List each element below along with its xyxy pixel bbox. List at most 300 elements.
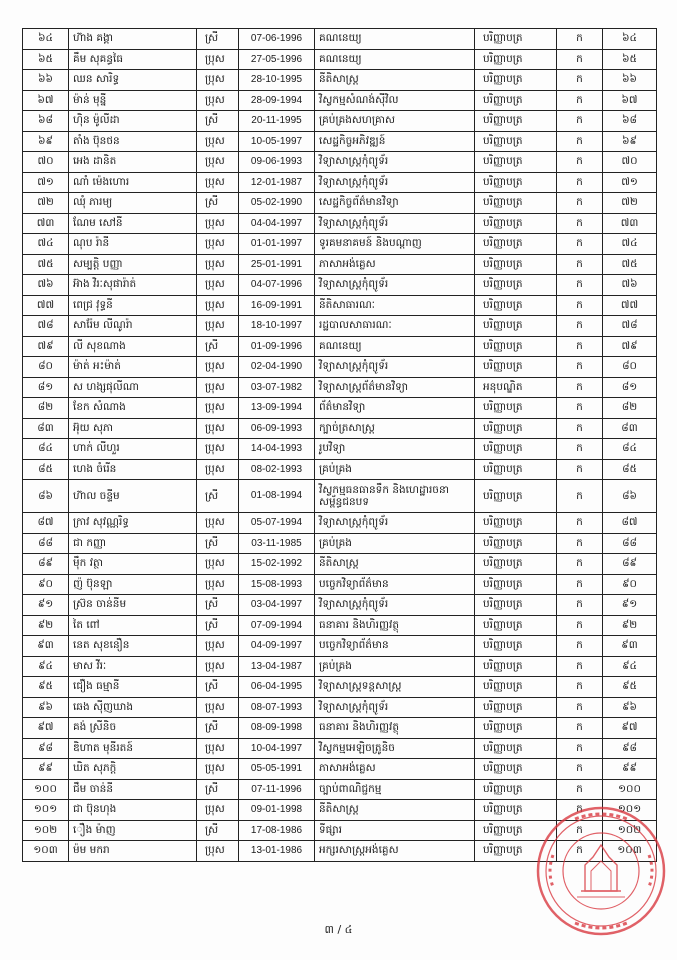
degree-level-cell: បរិញ្ញាបត្រ	[475, 820, 557, 841]
degree-level-cell: បរិញ្ញាបត្រ	[475, 636, 557, 657]
date-of-birth-cell: 08-02-1993	[239, 459, 315, 480]
date-of-birth-cell: 15-08-1993	[239, 574, 315, 595]
table-row	[23, 316, 657, 337]
date-of-birth-cell: 06-09-1993	[239, 418, 315, 439]
major-cell: ភាសាអង់គ្លេស	[315, 759, 475, 780]
major-cell: នីតិសាធារណៈ	[315, 295, 475, 316]
candidate-name-cell: ណែម សៅនី	[69, 213, 197, 234]
table-row	[23, 111, 657, 132]
date-of-birth-cell: 01-01-1997	[239, 234, 315, 255]
gender-cell: ប្រុស	[197, 254, 239, 275]
gender-cell: ស្រី	[197, 820, 239, 841]
table-row	[23, 29, 657, 50]
candidate-name-cell: អ៊ាង វិរៈសុផារ៉ាត់	[69, 275, 197, 296]
grade-cell: ក	[557, 213, 603, 234]
degree-level-cell: បរិញ្ញាបត្រ	[475, 615, 557, 636]
candidate-name-cell: អ៊ុយ សុភា	[69, 418, 197, 439]
row-number-cell: ៩៤	[23, 656, 69, 677]
degree-level-cell: បរិញ្ញាបត្រ	[475, 213, 557, 234]
rank-cell: ៦៦	[603, 70, 657, 91]
major-cell: ទូរគមនាគមន៍ និងបណ្តាញ	[315, 234, 475, 255]
table-row	[23, 595, 657, 616]
grade-cell: ក	[557, 513, 603, 534]
candidate-name-cell: ហ៊ិន ម៉ូលីដា	[69, 111, 197, 132]
table-row	[23, 513, 657, 534]
row-number-cell: ៨៦	[23, 480, 69, 513]
degree-level-cell: បរិញ្ញាបត្រ	[475, 275, 557, 296]
degree-level-cell: បរិញ្ញាបត្រ	[475, 841, 557, 862]
major-cell: វិទ្យាសាស្ត្រកុំព្យូទ័រ	[315, 172, 475, 193]
major-cell: ទីផ្សារ	[315, 820, 475, 841]
table-row	[23, 615, 657, 636]
major-cell: នីតិសាស្ត្រ	[315, 554, 475, 575]
date-of-birth-cell: 13-09-1994	[239, 398, 315, 419]
grade-cell: ក	[557, 677, 603, 698]
gender-cell: ប្រុស	[197, 316, 239, 337]
candidate-name-cell: អេង ដានិត	[69, 152, 197, 173]
row-number-cell: ១០១	[23, 800, 69, 821]
degree-level-cell: បរិញ្ញាបត្រ	[475, 480, 557, 513]
degree-level-cell: បរិញ្ញាបត្រ	[475, 697, 557, 718]
row-number-cell: ៩៨	[23, 738, 69, 759]
row-number-cell: ៩៦	[23, 697, 69, 718]
gender-cell: ប្រុស	[197, 759, 239, 780]
table-row	[23, 336, 657, 357]
major-cell: ធនាគារ និងហិរញ្ញវត្ថុ	[315, 718, 475, 739]
date-of-birth-cell: 09-01-1998	[239, 800, 315, 821]
gender-cell: ប្រុស	[197, 275, 239, 296]
major-cell: នីតិសាស្ត្រ	[315, 70, 475, 91]
rank-cell: ៧៦	[603, 275, 657, 296]
row-number-cell: ៨៣	[23, 418, 69, 439]
rank-cell: ៧០	[603, 152, 657, 173]
rank-cell: ៧៨	[603, 316, 657, 337]
row-number-cell: ៩២	[23, 615, 69, 636]
grade-cell: ក	[557, 275, 603, 296]
candidate-name-cell: ហាក់ លីហួរ	[69, 439, 197, 460]
row-number-cell: ៩៩	[23, 759, 69, 780]
degree-level-cell: បរិញ្ញាបត្រ	[475, 800, 557, 821]
grade-cell: ក	[557, 841, 603, 862]
grade-cell: ក	[557, 377, 603, 398]
major-cell: បច្ចេកវិទ្យាព័ត៌មាន	[315, 636, 475, 657]
candidate-name-cell: ម៉ាន់ មុន្នី	[69, 90, 197, 111]
degree-level-cell: បរិញ្ញាបត្រ	[475, 677, 557, 698]
rank-cell: ៩០	[603, 574, 657, 595]
rank-cell: ៧១	[603, 172, 657, 193]
gender-cell: ប្រុស	[197, 439, 239, 460]
table-row	[23, 759, 657, 780]
grade-cell: ក	[557, 316, 603, 337]
candidate-name-cell: ម៉ាត់ អះម៉ាត់	[69, 357, 197, 378]
row-number-cell: ៧២	[23, 193, 69, 214]
date-of-birth-cell: 04-09-1997	[239, 636, 315, 657]
major-cell: វិទ្យាសាស្ត្រកុំព្យូទ័រ	[315, 152, 475, 173]
gender-cell: ប្រុស	[197, 152, 239, 173]
rank-cell: ៨៥	[603, 459, 657, 480]
candidate-name-cell: ឆេង ស៊ីញឃាង	[69, 697, 197, 718]
grade-cell: ក	[557, 90, 603, 111]
rank-cell: ៦៩	[603, 131, 657, 152]
date-of-birth-cell: 18-10-1997	[239, 316, 315, 337]
table-row	[23, 738, 657, 759]
rank-cell: ៩៧	[603, 718, 657, 739]
grade-cell: ក	[557, 459, 603, 480]
date-of-birth-cell: 13-04-1987	[239, 656, 315, 677]
date-of-birth-cell: 08-09-1998	[239, 718, 315, 739]
major-cell: វិស្វកម្មសំណង់ស៊ីវិល	[315, 90, 475, 111]
table-row	[23, 677, 657, 698]
major-cell: ភាសាអង់គ្លេស	[315, 254, 475, 275]
gender-cell: ស្រី	[197, 336, 239, 357]
candidate-name-cell: សម្បត្តិ បញ្ញា	[69, 254, 197, 275]
row-number-cell: ៩៥	[23, 677, 69, 698]
degree-level-cell: បរិញ្ញាបត្រ	[475, 131, 557, 152]
gender-cell: ប្រុស	[197, 800, 239, 821]
major-cell: គណនេយ្យ	[315, 29, 475, 50]
date-of-birth-cell: 10-05-1997	[239, 131, 315, 152]
table-row	[23, 152, 657, 173]
rank-cell: ៨៣	[603, 418, 657, 439]
row-number-cell: ៧៥	[23, 254, 69, 275]
rank-cell: ៨២	[603, 398, 657, 419]
major-cell: រដ្ឋបាលសាធារណៈ	[315, 316, 475, 337]
row-number-cell: ៦៦	[23, 70, 69, 91]
degree-level-cell: បរិញ្ញាបត្រ	[475, 295, 557, 316]
degree-level-cell: បរិញ្ញាបត្រ	[475, 29, 557, 50]
table-row	[23, 49, 657, 70]
rank-cell: ១០០	[603, 779, 657, 800]
row-number-cell: ៩១	[23, 595, 69, 616]
date-of-birth-cell: 20-11-1995	[239, 111, 315, 132]
candidate-name-cell: គឹម សុគន្ធធៃ	[69, 49, 197, 70]
major-cell: បច្ចេកវិទ្យាព័ត៌មាន	[315, 574, 475, 595]
date-of-birth-cell: 07-06-1996	[239, 29, 315, 50]
major-cell: គ្រប់គ្រង	[315, 459, 475, 480]
degree-level-cell: បរិញ្ញាបត្រ	[475, 459, 557, 480]
major-cell: វិស្វកម្មធនធានទឹក និងហេដ្ឋារចនាសម្ព័ន្ធជនបទ	[315, 480, 475, 513]
table-row	[23, 554, 657, 575]
date-of-birth-cell: 16-09-1991	[239, 295, 315, 316]
table-row	[23, 213, 657, 234]
table-row	[23, 800, 657, 821]
table-row	[23, 377, 657, 398]
date-of-birth-cell: 01-08-1994	[239, 480, 315, 513]
major-cell: ច្បាប់ពាណិជ្ជកម្ម	[315, 779, 475, 800]
table-row	[23, 418, 657, 439]
grade-cell: ក	[557, 656, 603, 677]
major-cell: វិទ្យាសាស្ត្រព័ត៌មានវិទ្យា	[315, 377, 475, 398]
row-number-cell: ៧១	[23, 172, 69, 193]
candidate-name-cell: ជឹម ចាន់នី	[69, 779, 197, 800]
degree-level-cell: បរិញ្ញាបត្រ	[475, 172, 557, 193]
rank-cell: ៨៧	[603, 513, 657, 534]
major-cell: សេដ្ឋកិច្ចអភិវឌ្ឍន៍	[315, 131, 475, 152]
date-of-birth-cell: 05-02-1990	[239, 193, 315, 214]
gender-cell: ប្រុស	[197, 295, 239, 316]
grade-cell: ក	[557, 439, 603, 460]
candidate-name-cell: ស ហង្សផុលីណា	[69, 377, 197, 398]
date-of-birth-cell: 12-01-1987	[239, 172, 315, 193]
row-number-cell: ៧៩	[23, 336, 69, 357]
date-of-birth-cell: 27-05-1996	[239, 49, 315, 70]
table-row	[23, 275, 657, 296]
rank-cell: ៧៣	[603, 213, 657, 234]
table-row	[23, 533, 657, 554]
grade-cell: ក	[557, 70, 603, 91]
candidate-name-cell: គង់ ស្រីនិច	[69, 718, 197, 739]
table-row	[23, 636, 657, 657]
major-cell: វិទ្យាសាស្ត្រកុំព្យូទ័រ	[315, 213, 475, 234]
row-number-cell: ១០៣	[23, 841, 69, 862]
grade-cell: ក	[557, 49, 603, 70]
gender-cell: ប្រុស	[197, 357, 239, 378]
table-row	[23, 131, 657, 152]
table-row	[23, 439, 657, 460]
row-number-cell: ៨៧	[23, 513, 69, 534]
grade-cell: ក	[557, 418, 603, 439]
rank-cell: ១០២	[603, 820, 657, 841]
row-number-cell: ៩៧	[23, 718, 69, 739]
gender-cell: ស្រី	[197, 480, 239, 513]
gender-cell: ប្រុស	[197, 841, 239, 862]
degree-level-cell: បរិញ្ញាបត្រ	[475, 357, 557, 378]
rank-cell: ៨៤	[603, 439, 657, 460]
degree-level-cell: បរិញ្ញាបត្រ	[475, 418, 557, 439]
candidate-table	[22, 28, 657, 862]
row-number-cell: ៧៣	[23, 213, 69, 234]
grade-cell: ក	[557, 254, 603, 275]
candidate-name-cell: ខែក សំណាង	[69, 398, 197, 419]
rank-cell: ៩៣	[603, 636, 657, 657]
rank-cell: ១០១	[603, 800, 657, 821]
grade-cell: ក	[557, 29, 603, 50]
grade-cell: ក	[557, 759, 603, 780]
row-number-cell: ៧៧	[23, 295, 69, 316]
degree-level-cell: បរិញ្ញាបត្រ	[475, 49, 557, 70]
gender-cell: ប្រុស	[197, 90, 239, 111]
candidate-name-cell: តៃ ពៅ	[69, 615, 197, 636]
gender-cell: ប្រុស	[197, 697, 239, 718]
gender-cell: ប្រុស	[197, 656, 239, 677]
major-cell: គ្រប់គ្រង	[315, 656, 475, 677]
date-of-birth-cell: 08-07-1993	[239, 697, 315, 718]
row-number-cell: ៦៩	[23, 131, 69, 152]
degree-level-cell: បរិញ្ញាបត្រ	[475, 779, 557, 800]
table-row	[23, 234, 657, 255]
degree-level-cell: បរិញ្ញាបត្រ	[475, 70, 557, 91]
rank-cell: ៩២	[603, 615, 657, 636]
degree-level-cell: បរិញ្ញាបត្រ	[475, 90, 557, 111]
table-row	[23, 574, 657, 595]
candidate-name-cell: ណាំ ម៉េងហោរ	[69, 172, 197, 193]
major-cell: វិទ្យាសាស្ត្រទន្តសាស្ត្រ	[315, 677, 475, 698]
date-of-birth-cell: 07-11-1996	[239, 779, 315, 800]
degree-level-cell: បរិញ្ញាបត្រ	[475, 718, 557, 739]
gender-cell: ប្រុស	[197, 234, 239, 255]
page-number: ៣ / ៤	[324, 923, 353, 936]
row-number-cell: ៦៤	[23, 29, 69, 50]
gender-cell: ស្រី	[197, 677, 239, 698]
gender-cell: ប្រុស	[197, 49, 239, 70]
table-row	[23, 90, 657, 111]
major-cell: សេដ្ឋកិច្ចព័ត៌មានវិទ្យា	[315, 193, 475, 214]
table-row	[23, 820, 657, 841]
candidate-name-cell: ហេង ចំរើន	[69, 459, 197, 480]
degree-level-cell: បរិញ្ញាបត្រ	[475, 533, 557, 554]
degree-level-cell: បរិញ្ញាបត្រ	[475, 398, 557, 419]
table-row	[23, 295, 657, 316]
date-of-birth-cell: 03-04-1997	[239, 595, 315, 616]
candidate-name-cell: តាំង ប៊ុនថន	[69, 131, 197, 152]
grade-cell: ក	[557, 738, 603, 759]
table-row	[23, 193, 657, 214]
gender-cell: ស្រី	[197, 779, 239, 800]
major-cell: ក្បាច់ត្រសាស្ត្រ	[315, 418, 475, 439]
date-of-birth-cell: 09-06-1993	[239, 152, 315, 173]
candidate-name-cell: មាស វីរៈ	[69, 656, 197, 677]
grade-cell: ក	[557, 193, 603, 214]
candidate-name-cell: ណុប រ៉ានី	[69, 234, 197, 255]
gender-cell: ស្រី	[197, 29, 239, 50]
candidate-name-cell: ឃិត សុភក្តិ	[69, 759, 197, 780]
date-of-birth-cell: 04-07-1996	[239, 275, 315, 296]
row-number-cell: ៨៥	[23, 459, 69, 480]
table-row	[23, 459, 657, 480]
date-of-birth-cell: 06-04-1995	[239, 677, 315, 698]
major-cell: វិទ្យាសាស្ត្រកុំព្យូទ័រ	[315, 513, 475, 534]
gender-cell: ស្រី	[197, 533, 239, 554]
table-row	[23, 172, 657, 193]
date-of-birth-cell: 17-08-1986	[239, 820, 315, 841]
table-row	[23, 656, 657, 677]
gender-cell: ប្រុស	[197, 213, 239, 234]
table-row	[23, 697, 657, 718]
gender-cell: ស្រី	[197, 595, 239, 616]
row-number-cell: ៨១	[23, 377, 69, 398]
date-of-birth-cell: 03-07-1982	[239, 377, 315, 398]
major-cell: វិស្វកម្មអេឡិចត្រូនិច	[315, 738, 475, 759]
rank-cell: ៧៤	[603, 234, 657, 255]
grade-cell: ក	[557, 574, 603, 595]
degree-level-cell: បរិញ្ញាបត្រ	[475, 234, 557, 255]
row-number-cell: ៨០	[23, 357, 69, 378]
major-cell: ធនាគារ និងហិរញ្ញវត្ថុ	[315, 615, 475, 636]
row-number-cell: ៨៤	[23, 439, 69, 460]
degree-level-cell: អនុបណ្ឌិត	[475, 377, 557, 398]
degree-level-cell: បរិញ្ញាបត្រ	[475, 193, 557, 214]
date-of-birth-cell: 28-09-1994	[239, 90, 315, 111]
degree-level-cell: បរិញ្ញាបត្រ	[475, 656, 557, 677]
row-number-cell: ៦៧	[23, 90, 69, 111]
major-cell: វិទ្យាសាស្ត្រកុំព្យូទ័រ	[315, 697, 475, 718]
degree-level-cell: បរិញ្ញាបត្រ	[475, 595, 557, 616]
grade-cell: ក	[557, 152, 603, 173]
grade-cell: ក	[557, 820, 603, 841]
degree-level-cell: បរិញ្ញាបត្រ	[475, 111, 557, 132]
rank-cell: ៦៨	[603, 111, 657, 132]
rank-cell: ៩៥	[603, 677, 657, 698]
table-row	[23, 70, 657, 91]
candidate-name-cell: ស្រ៊ន ចាន់នីម	[69, 595, 197, 616]
major-cell: វិទ្យាសាស្ត្រកុំព្យូទ័រ	[315, 357, 475, 378]
major-cell: គ្រប់គ្រង	[315, 533, 475, 554]
grade-cell: ក	[557, 615, 603, 636]
gender-cell: ប្រុស	[197, 459, 239, 480]
grade-cell: ក	[557, 595, 603, 616]
date-of-birth-cell: 15-02-1992	[239, 554, 315, 575]
candidate-name-cell: ឿង ម៉ាញ	[69, 820, 197, 841]
candidate-name-cell: សារ៉ែម លីណូរ៉ា	[69, 316, 197, 337]
date-of-birth-cell: 05-07-1994	[239, 513, 315, 534]
degree-level-cell: បរិញ្ញាបត្រ	[475, 513, 557, 534]
grade-cell: ក	[557, 636, 603, 657]
date-of-birth-cell: 25-01-1991	[239, 254, 315, 275]
rank-cell: ៧៥	[603, 254, 657, 275]
date-of-birth-cell: 07-09-1994	[239, 615, 315, 636]
row-number-cell: ៨៨	[23, 533, 69, 554]
grade-cell: ក	[557, 697, 603, 718]
grade-cell: ក	[557, 779, 603, 800]
rank-cell: ៦៤	[603, 29, 657, 50]
gender-cell: ប្រុស	[197, 513, 239, 534]
major-cell: វិទ្យាសាស្ត្រកុំព្យូទ័រ	[315, 275, 475, 296]
date-of-birth-cell: 02-04-1990	[239, 357, 315, 378]
major-cell: គ្រប់គ្រងសហគ្រាស	[315, 111, 475, 132]
rank-cell: ៦៥	[603, 49, 657, 70]
grade-cell: ក	[557, 554, 603, 575]
gender-cell: ប្រុស	[197, 574, 239, 595]
rank-cell: ៨៦	[603, 480, 657, 513]
row-number-cell: ៩០	[23, 574, 69, 595]
grade-cell: ក	[557, 357, 603, 378]
grade-cell: ក	[557, 336, 603, 357]
degree-level-cell: បរិញ្ញាបត្រ	[475, 759, 557, 780]
candidate-name-cell: ក្រាវ សុវណ្ណរិទ្ធ	[69, 513, 197, 534]
gender-cell: ស្រី	[197, 111, 239, 132]
major-cell: រូបវិទ្យា	[315, 439, 475, 460]
table-row	[23, 480, 657, 513]
grade-cell: ក	[557, 234, 603, 255]
rank-cell: ៨៨	[603, 533, 657, 554]
grade-cell: ក	[557, 533, 603, 554]
date-of-birth-cell: 10-04-1997	[239, 738, 315, 759]
rank-cell: ៨០	[603, 357, 657, 378]
row-number-cell: ១០២	[23, 820, 69, 841]
gender-cell: ប្រុស	[197, 738, 239, 759]
row-number-cell: ៨២	[23, 398, 69, 419]
rank-cell: ៩៦	[603, 697, 657, 718]
major-cell: ព័ត៌មានវិទ្យា	[315, 398, 475, 419]
row-number-cell: ៨៩	[23, 554, 69, 575]
date-of-birth-cell: 03-11-1985	[239, 533, 315, 554]
candidate-name-cell: ញ៉ ប៊ុនឡា	[69, 574, 197, 595]
grade-cell: ក	[557, 131, 603, 152]
date-of-birth-cell: 14-04-1993	[239, 439, 315, 460]
date-of-birth-cell: 04-04-1997	[239, 213, 315, 234]
table-row	[23, 779, 657, 800]
candidate-name-cell: ឈុំ ភារម្យ	[69, 193, 197, 214]
row-number-cell: ៧៤	[23, 234, 69, 255]
row-number-cell: ៦៨	[23, 111, 69, 132]
table-row	[23, 718, 657, 739]
candidate-name-cell: ម៉ឹក វត្ថា	[69, 554, 197, 575]
degree-level-cell: បរិញ្ញាបត្រ	[475, 439, 557, 460]
degree-level-cell: បរិញ្ញាបត្រ	[475, 316, 557, 337]
gender-cell: ប្រុស	[197, 377, 239, 398]
grade-cell: ក	[557, 172, 603, 193]
candidate-name-cell: ម៉ម មករា	[69, 841, 197, 862]
